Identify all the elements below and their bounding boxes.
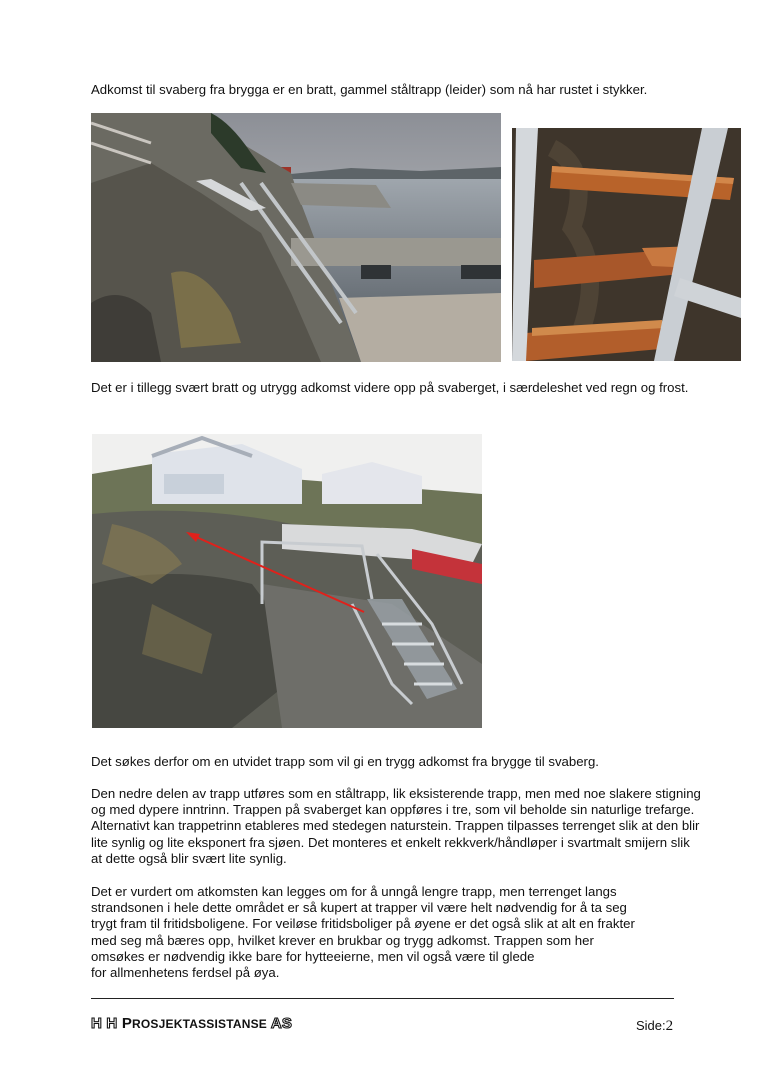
page-number-value: 2 (665, 1018, 674, 1034)
logo-as: AS (270, 1015, 293, 1032)
stair-description-paragraph: Den nedre delen av trapp utføres som en ståltrapp, lik eksisterende trapp, men med noe slakere stigning og med dypere inntrinn. Trappen på svaberget kan oppføres i tre, som vil beholde sin naturlige trefarge. Alternativt kan trappetrinn etableres med stedegen naturstein. Trappen tilpasses terrenget slik at den blir lite synlig og lite eksponert fra sjøen. Det monteres et enkelt rekkverk/håndløper i svartmalt smijern slik at dette også blir svært lite synlig. (91, 786, 701, 866)
footer-divider (91, 998, 674, 999)
company-logo (91, 1015, 292, 1032)
assessment-line: trygt fram til fritidsboligene. For veiløse fritidsboliger på øyene er det også slik at alt en frakter (91, 916, 635, 932)
assessment-line: med seg må bæres opp, hvilket krever en brukbar og trygg adkomst. Trappen som her (91, 932, 594, 948)
logo-rest: ROSJEKTASSISTANSE (132, 1017, 268, 1031)
assessment-line: strandsonen i hele dette området er så kupert at trapper vil være helt nødvendig for å ta seg (91, 900, 627, 916)
photo-dock-ladder (91, 113, 501, 362)
intro-paragraph: Adkomst til svaberg fra brygga er en bratt, gammel ståltrapp (leider) som nå har rustet i stykker. (91, 82, 648, 97)
photo-rock-stairs (92, 434, 482, 728)
page-number (636, 1018, 673, 1035)
logo-p: P (121, 1015, 133, 1032)
application-paragraph: Det søkes derfor om en utvidet trapp som vil gi en trygg adkomst fra brygge til svaberg. (91, 754, 599, 769)
assessment-line: for allmenhetens ferdsel på øya. (91, 965, 280, 981)
assessment-line: Det er vurdert om atkomsten kan legges om for å unngå lengre trapp, men terrenget langs (91, 884, 617, 899)
access-paragraph: Det er i tillegg svært bratt og utrygg adkomst videre opp på svaberget, i særdeleshet ved regn og frost. (91, 380, 689, 395)
logo-initials: H H (91, 1015, 118, 1032)
page-label: Side: (636, 1018, 666, 1033)
assessment-line: omsøkes er nødvendig ikke bare for hytteeierne, men vil også være til glede (91, 948, 535, 964)
photo-rusted-rungs (512, 128, 741, 361)
assessment-paragraph (91, 884, 701, 981)
